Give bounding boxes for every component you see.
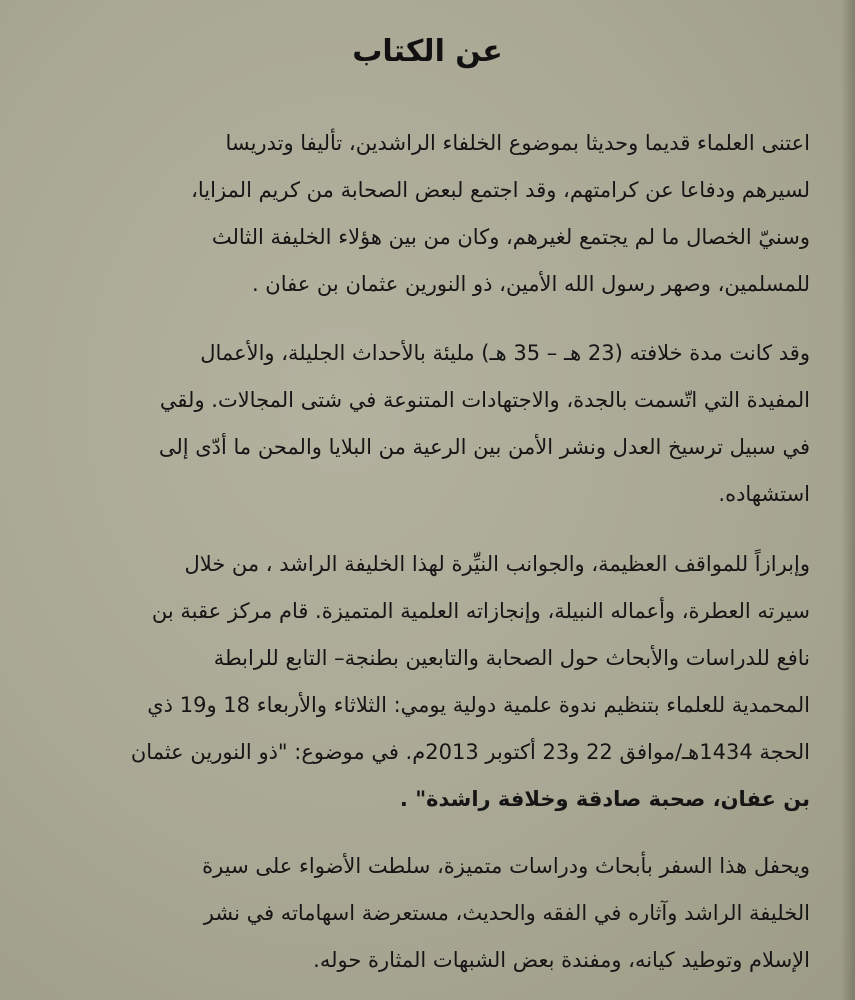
text-line: اعتنى العلماء قديما وحديثا بموضوع الخلفاء الراشدين، تأليفا وتدريسا xyxy=(225,131,810,155)
paragraph-1 xyxy=(42,120,810,308)
paragraph-2 xyxy=(42,330,810,518)
text-line: ويحفل هذا السفر بأبحاث ودراسات متميزة، سلطت الأضواء على سيرة xyxy=(202,854,810,878)
paragraph-4 xyxy=(42,843,810,984)
text-line: الإسلام وتوطيد كيانه، ومفندة بعض الشبهات المثارة حوله. xyxy=(313,948,810,972)
text-line-bold: بن عفان، صحبة صادقة وخلافة راشدة" . xyxy=(399,787,810,811)
text-line: في سبيل ترسيخ العدل ونشر الأمن بين الرعية من البلايا والمحن ما أدّى إلى xyxy=(158,435,810,459)
text-line: وسنيّ الخصال ما لم يجتمع لغيرهم، وكان من بين هؤلاء الخليفة الثالث xyxy=(211,225,810,249)
paragraph-3 xyxy=(42,541,810,823)
text-line: المفيدة التي اتّسمت بالجدة، والاجتهادات المتنوعة في شتى المجالات. ولقي xyxy=(159,388,810,412)
text-line: الخليفة الراشد وآثاره في الفقه والحديث، مستعرضة اسهاماته في نشر xyxy=(203,901,810,925)
text-line: لسيرهم ودفاعا عن كرامتهم، وقد اجتمع لبعض الصحابة من كريم المزايا، xyxy=(191,178,810,202)
page-title: عن الكتاب xyxy=(352,34,503,69)
text-line: الحجة 1434هـ/موافق 22 و23 أكتوبر 2013م. في موضوع: "ذو النورين عثمان xyxy=(130,740,810,764)
text-line: وإبرازاً للمواقف العظيمة، والجوانب النيِّرة لهذا الخليفة الراشد ، من خلال xyxy=(184,552,810,576)
text-line: وقد كانت مدة خلافته (23 هـ – 35 هـ) مليئة بالأحداث الجليلة، والأعمال xyxy=(200,341,810,365)
text-line: للمسلمين، وصهر رسول الله الأمين، ذو النورين عثمان بن عفان . xyxy=(251,272,810,296)
text-line: المحمدية للعلماء بتنظيم ندوة علمية دولية يومي: الثلاثاء والأربعاء 18 و19 ذي xyxy=(147,693,810,717)
text-line: سيرته العطرة، وأعماله النبيلة، وإنجازاته العلمية المتميزة. قام مركز عقبة بن xyxy=(151,599,810,623)
text-line: نافع للدراسات والأبحاث حول الصحابة والتابعين بطنجة– التابع للرابطة xyxy=(213,646,810,670)
text-line: استشهاده. xyxy=(718,482,810,506)
